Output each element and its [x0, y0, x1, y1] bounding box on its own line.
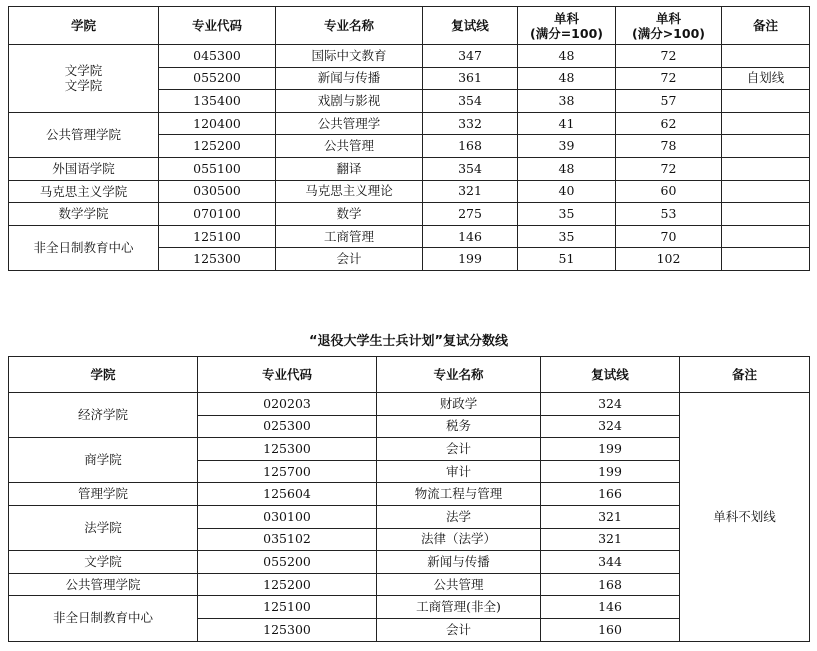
score-cell: 168	[541, 573, 680, 596]
table-row	[9, 225, 810, 248]
header-code: 专业代码	[198, 357, 377, 393]
veteran-table-title: “退役大学生士兵计划”复试分数线	[308, 334, 509, 349]
major-name-cell: 审计	[377, 460, 541, 483]
note-cell	[722, 248, 810, 271]
header-note: 备注	[680, 357, 810, 393]
major-name-cell: 法律（法学）	[377, 528, 541, 551]
college-name: 公共管理学院	[45, 127, 121, 143]
single-100-cell: 48	[518, 157, 616, 180]
score-cell: 324	[541, 415, 680, 438]
score-cell: 166	[541, 483, 680, 506]
code-cell: 125100	[159, 225, 276, 248]
score-cell: 354	[423, 157, 518, 180]
code-cell: 125200	[198, 573, 377, 596]
table-row	[9, 180, 810, 203]
header-single-100	[518, 7, 616, 45]
table-row	[9, 393, 810, 416]
score-cell: 361	[423, 67, 518, 90]
single-over100-cell: 60	[616, 180, 722, 203]
single-over100-cell: 72	[616, 45, 722, 68]
score-cell: 146	[541, 596, 680, 619]
college-cell: 经济学院	[9, 393, 198, 438]
score-table-veteran	[8, 356, 810, 642]
single-100-cell: 51	[518, 248, 616, 271]
score-cell: 146	[423, 225, 518, 248]
header-college: 学院	[9, 357, 198, 393]
major-name-cell: 法学	[377, 505, 541, 528]
table-body	[9, 393, 810, 642]
college-cell	[9, 157, 159, 180]
major-name-cell: 会计	[377, 618, 541, 641]
college-cell: 商学院	[9, 438, 198, 483]
major-name-cell: 工商管理	[276, 225, 423, 248]
college-name: 文学院	[64, 78, 103, 94]
header-single-over100-line2: (满分>100)	[632, 25, 705, 41]
header-single-100-line1: 单科	[553, 10, 579, 26]
single-over100-cell: 102	[616, 248, 722, 271]
code-cell: 125300	[198, 438, 377, 461]
major-name-cell: 公共管理学	[276, 112, 423, 135]
code-cell: 125100	[198, 596, 377, 619]
single-100-cell: 41	[518, 112, 616, 135]
major-name-cell: 马克思主义理论	[276, 180, 423, 203]
score-cell: 199	[541, 460, 680, 483]
score-cell: 168	[423, 135, 518, 158]
table-row	[9, 203, 810, 226]
single-over100-cell: 57	[616, 90, 722, 113]
note-cell	[722, 112, 810, 135]
major-name-cell: 新闻与传播	[276, 67, 423, 90]
score-cell: 344	[541, 551, 680, 574]
code-cell: 035102	[198, 528, 377, 551]
single-over100-cell: 62	[616, 112, 722, 135]
single-100-cell: 39	[518, 135, 616, 158]
single-100-cell: 35	[518, 225, 616, 248]
code-cell: 125604	[198, 483, 377, 506]
major-name-cell: 工商管理(非全)	[377, 596, 541, 619]
major-name-cell: 会计	[276, 248, 423, 271]
header-name: 专业名称	[276, 7, 423, 45]
note-cell	[722, 225, 810, 248]
major-name-cell: 公共管理	[377, 573, 541, 596]
single-over100-cell: 53	[616, 203, 722, 226]
major-name-cell: 税务	[377, 415, 541, 438]
header-note: 备注	[722, 7, 810, 45]
college-cell	[9, 203, 159, 226]
single-over100-cell: 70	[616, 225, 722, 248]
single-over100-cell: 72	[616, 67, 722, 90]
note-cell	[722, 135, 810, 158]
code-cell: 030100	[198, 505, 377, 528]
code-cell: 135400	[159, 90, 276, 113]
major-name-cell: 翻译	[276, 157, 423, 180]
score-cell: 275	[423, 203, 518, 226]
major-name-cell: 数学	[276, 203, 423, 226]
note-cell: 单科不划线	[680, 393, 810, 642]
major-name-cell: 会计	[377, 438, 541, 461]
code-cell: 055200	[159, 67, 276, 90]
note-cell	[722, 45, 810, 68]
header-single-100-line2: (满分=100)	[530, 25, 603, 41]
score-cell: 199	[541, 438, 680, 461]
note-cell	[722, 90, 810, 113]
score-cell: 332	[423, 112, 518, 135]
college-name: 非全日制教育中心	[33, 240, 134, 256]
code-cell: 045300	[159, 45, 276, 68]
score-cell: 354	[423, 90, 518, 113]
major-name-cell: 戏剧与影视	[276, 90, 423, 113]
table-row	[9, 45, 810, 68]
code-cell: 120400	[159, 112, 276, 135]
college-name: 外国语学院	[52, 161, 115, 177]
table-row	[9, 157, 810, 180]
header-single-over100-line1: 单科	[655, 10, 681, 26]
single-100-cell: 48	[518, 45, 616, 68]
code-cell: 055200	[198, 551, 377, 574]
code-cell: 025300	[198, 415, 377, 438]
header-score: 复试线	[423, 7, 518, 45]
header-name: 专业名称	[377, 357, 541, 393]
single-over100-cell: 78	[616, 135, 722, 158]
code-cell: 125300	[159, 248, 276, 271]
note-cell	[722, 157, 810, 180]
college-cell	[9, 112, 159, 157]
score-cell: 321	[541, 528, 680, 551]
college-name: 马克思主义学院	[39, 183, 128, 199]
single-over100-cell: 72	[616, 157, 722, 180]
college-name: 文学院	[64, 63, 103, 79]
table-header-row	[9, 357, 810, 393]
major-name-cell: 公共管理	[276, 135, 423, 158]
major-name-cell: 财政学	[377, 393, 541, 416]
college-cell: 非全日制教育中心	[9, 596, 198, 641]
major-name-cell: 新闻与传播	[377, 551, 541, 574]
code-cell: 070100	[159, 203, 276, 226]
single-100-cell: 48	[518, 67, 616, 90]
college-cell	[9, 45, 159, 113]
college-cell: 文学院	[9, 551, 198, 574]
note-cell	[722, 180, 810, 203]
single-100-cell: 38	[518, 90, 616, 113]
table-row	[9, 112, 810, 135]
note-cell	[722, 203, 810, 226]
header-code: 专业代码	[159, 7, 276, 45]
college-cell: 公共管理学院	[9, 573, 198, 596]
table-body	[9, 45, 810, 271]
code-cell: 125200	[159, 135, 276, 158]
code-cell: 030500	[159, 180, 276, 203]
major-name-cell: 物流工程与管理	[377, 483, 541, 506]
code-cell: 125300	[198, 618, 377, 641]
note-cell: 自划线	[722, 67, 810, 90]
header-college: 学院	[9, 7, 159, 45]
score-table-general	[8, 6, 810, 271]
score-cell: 321	[423, 180, 518, 203]
table-header-row	[9, 7, 810, 45]
college-cell	[9, 180, 159, 203]
code-cell: 020203	[198, 393, 377, 416]
header-single-over100	[616, 7, 722, 45]
code-cell: 055100	[159, 157, 276, 180]
score-cell: 199	[423, 248, 518, 271]
college-cell	[9, 225, 159, 270]
code-cell: 125700	[198, 460, 377, 483]
score-cell: 321	[541, 505, 680, 528]
single-100-cell: 35	[518, 203, 616, 226]
major-name-cell: 国际中文教育	[276, 45, 423, 68]
header-score: 复试线	[541, 357, 680, 393]
college-cell: 法学院	[9, 505, 198, 550]
score-cell: 347	[423, 45, 518, 68]
single-100-cell: 40	[518, 180, 616, 203]
college-name: 数学学院	[58, 206, 109, 222]
score-cell: 160	[541, 618, 680, 641]
college-cell: 管理学院	[9, 483, 198, 506]
score-cell: 324	[541, 393, 680, 416]
